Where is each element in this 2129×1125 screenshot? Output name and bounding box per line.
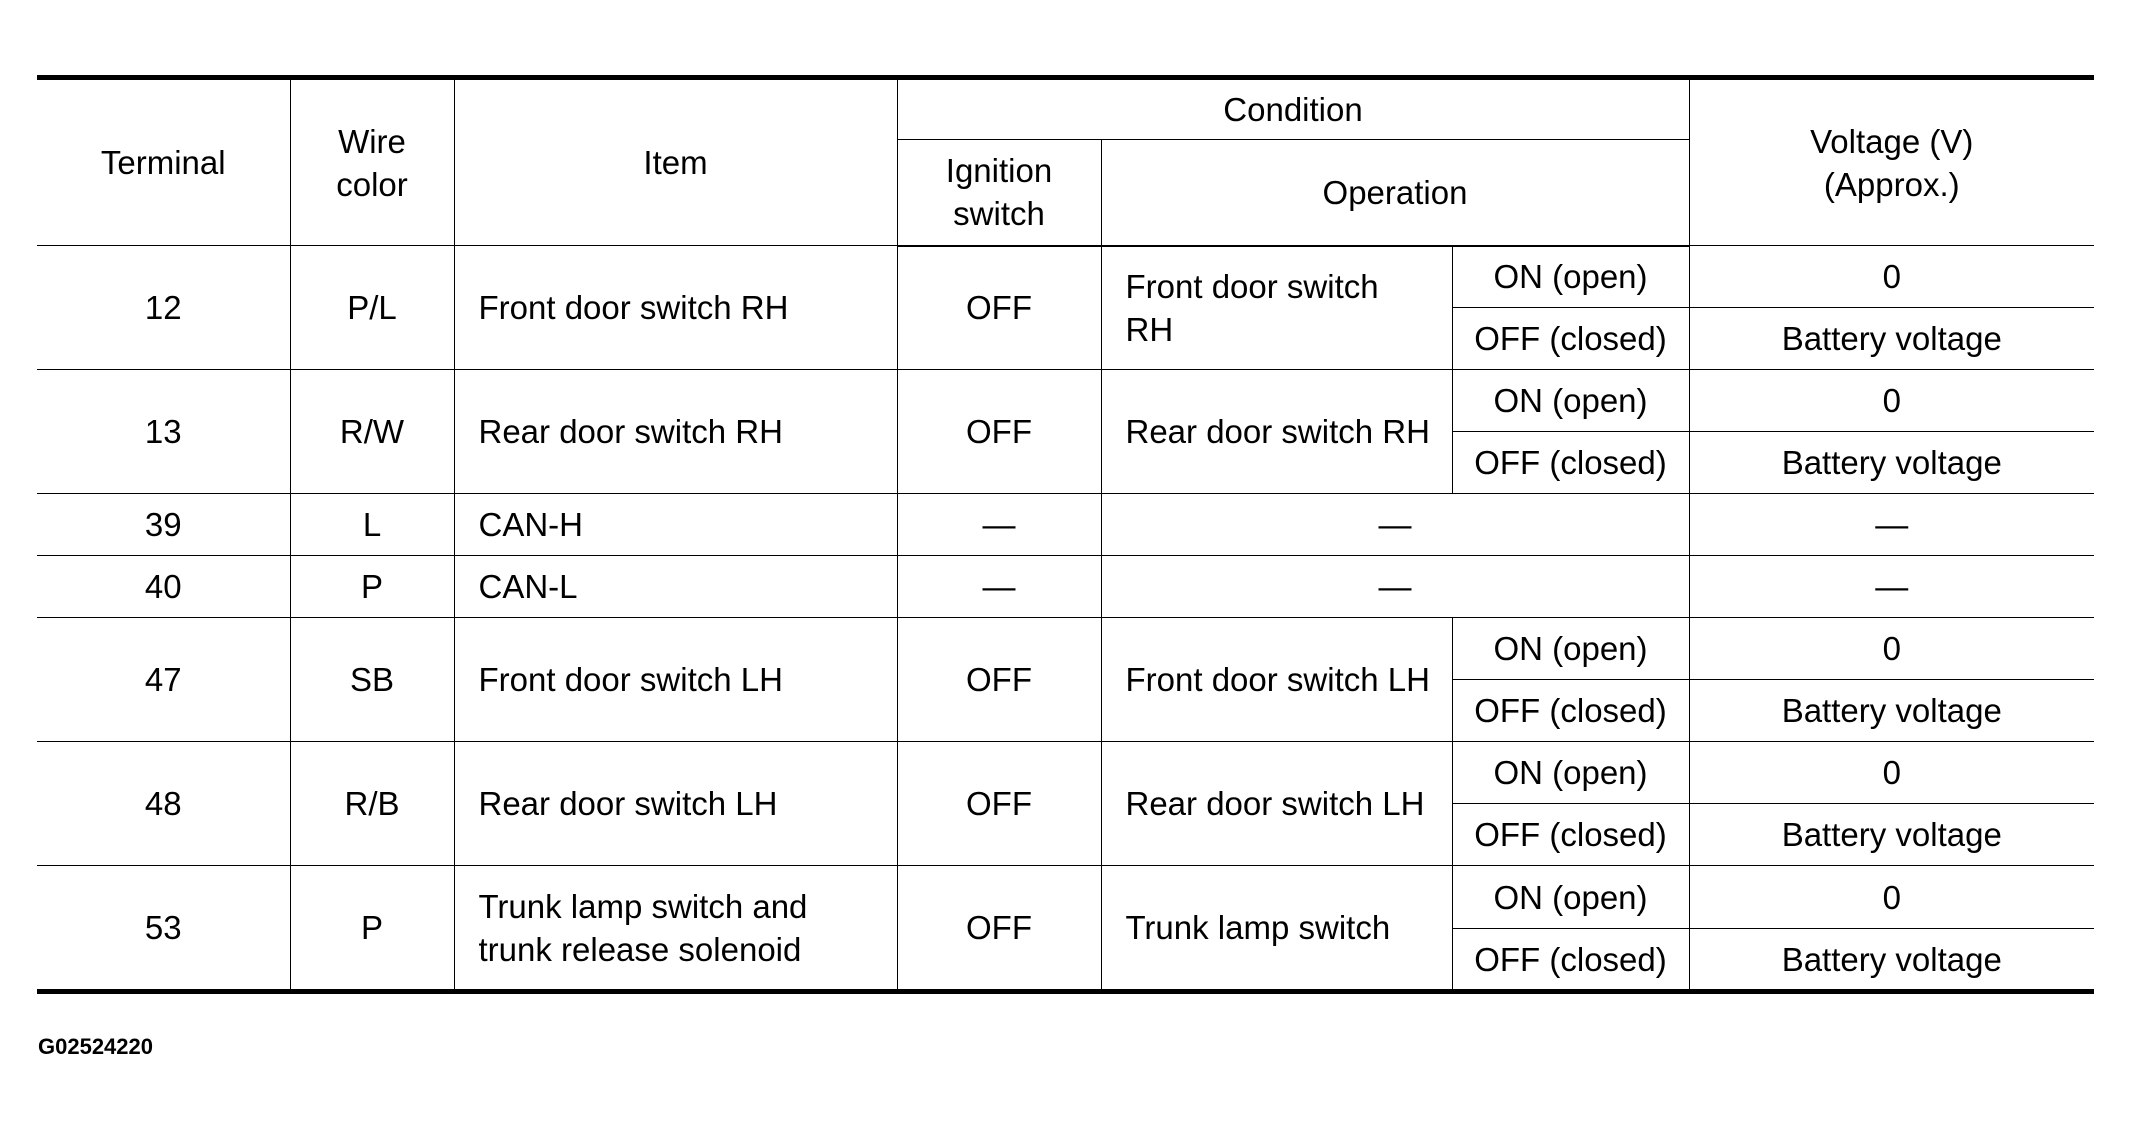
- state-cell: ON (open): [1452, 246, 1689, 308]
- table-row: [37, 618, 2094, 680]
- voltage-cell: Battery voltage: [1689, 680, 2094, 742]
- header-operation: Operation: [1101, 140, 1689, 246]
- header-terminal: Terminal: [37, 78, 290, 246]
- table-row: [37, 494, 2094, 556]
- figure-code: G02524220: [38, 1034, 153, 1059]
- operation-cell: Trunk lamp switch: [1101, 866, 1452, 992]
- wire-color-cell: R/B: [290, 742, 454, 866]
- table-row: [37, 370, 2094, 432]
- state-cell: OFF (closed): [1452, 432, 1689, 494]
- ignition-cell: OFF: [897, 866, 1101, 992]
- voltage-cell: Battery voltage: [1689, 804, 2094, 866]
- wire-color-cell: P/L: [290, 246, 454, 370]
- header-item: Item: [454, 78, 897, 246]
- operation-cell: —: [1101, 494, 1689, 556]
- voltage-cell: 0: [1689, 742, 2094, 804]
- header-condition: Condition: [897, 78, 1689, 140]
- state-cell: OFF (closed): [1452, 680, 1689, 742]
- operation-cell: Rear door switch RH: [1101, 370, 1452, 494]
- table-row: [37, 246, 2094, 308]
- terminal-cell: 47: [37, 618, 290, 742]
- state-cell: ON (open): [1452, 742, 1689, 804]
- terminal-cell: 48: [37, 742, 290, 866]
- table-row: [37, 866, 2094, 929]
- wire-color-cell: SB: [290, 618, 454, 742]
- item-cell: Rear door switch RH: [454, 370, 897, 494]
- header-ignition-switch: Ignition switch: [897, 140, 1101, 246]
- item-cell: Front door switch RH: [454, 246, 897, 370]
- operation-cell: —: [1101, 556, 1689, 618]
- table-row: [37, 556, 2094, 618]
- state-cell: OFF (closed): [1452, 929, 1689, 992]
- ignition-cell: OFF: [897, 742, 1101, 866]
- item-cell: Front door switch LH: [454, 618, 897, 742]
- ignition-cell: OFF: [897, 370, 1101, 494]
- voltage-cell: 0: [1689, 370, 2094, 432]
- voltage-cell: —: [1689, 556, 2094, 618]
- terminal-cell: 53: [37, 866, 290, 992]
- state-cell: ON (open): [1452, 370, 1689, 432]
- operation-cell: Front door switch LH: [1101, 618, 1452, 742]
- terminal-cell: 13: [37, 370, 290, 494]
- terminal-cell: 12: [37, 246, 290, 370]
- voltage-cell: 0: [1689, 246, 2094, 308]
- state-cell: ON (open): [1452, 618, 1689, 680]
- voltage-cell: 0: [1689, 618, 2094, 680]
- table-row: [37, 742, 2094, 804]
- ignition-cell: —: [897, 494, 1101, 556]
- operation-cell: Front door switch RH: [1101, 246, 1452, 370]
- item-cell: Rear door switch LH: [454, 742, 897, 866]
- terminal-cell: 39: [37, 494, 290, 556]
- voltage-cell: Battery voltage: [1689, 929, 2094, 992]
- terminal-table: [37, 75, 2094, 994]
- wire-color-cell: P: [290, 556, 454, 618]
- voltage-cell: —: [1689, 494, 2094, 556]
- operation-cell: Rear door switch LH: [1101, 742, 1452, 866]
- ignition-cell: —: [897, 556, 1101, 618]
- voltage-cell: Battery voltage: [1689, 308, 2094, 370]
- header-wire-color: Wire color: [290, 78, 454, 246]
- voltage-cell: 0: [1689, 866, 2094, 929]
- item-cell: Trunk lamp switch and trunk release solenoid: [454, 866, 897, 992]
- state-cell: OFF (closed): [1452, 804, 1689, 866]
- item-cell: CAN-L: [454, 556, 897, 618]
- voltage-cell: Battery voltage: [1689, 432, 2094, 494]
- terminal-cell: 40: [37, 556, 290, 618]
- state-cell: ON (open): [1452, 866, 1689, 929]
- item-cell: CAN-H: [454, 494, 897, 556]
- wire-color-cell: L: [290, 494, 454, 556]
- header-voltage: Voltage (V) (Approx.): [1689, 78, 2094, 246]
- wire-color-cell: P: [290, 866, 454, 992]
- ignition-cell: OFF: [897, 618, 1101, 742]
- wire-color-cell: R/W: [290, 370, 454, 494]
- state-cell: OFF (closed): [1452, 308, 1689, 370]
- ignition-cell: OFF: [897, 246, 1101, 370]
